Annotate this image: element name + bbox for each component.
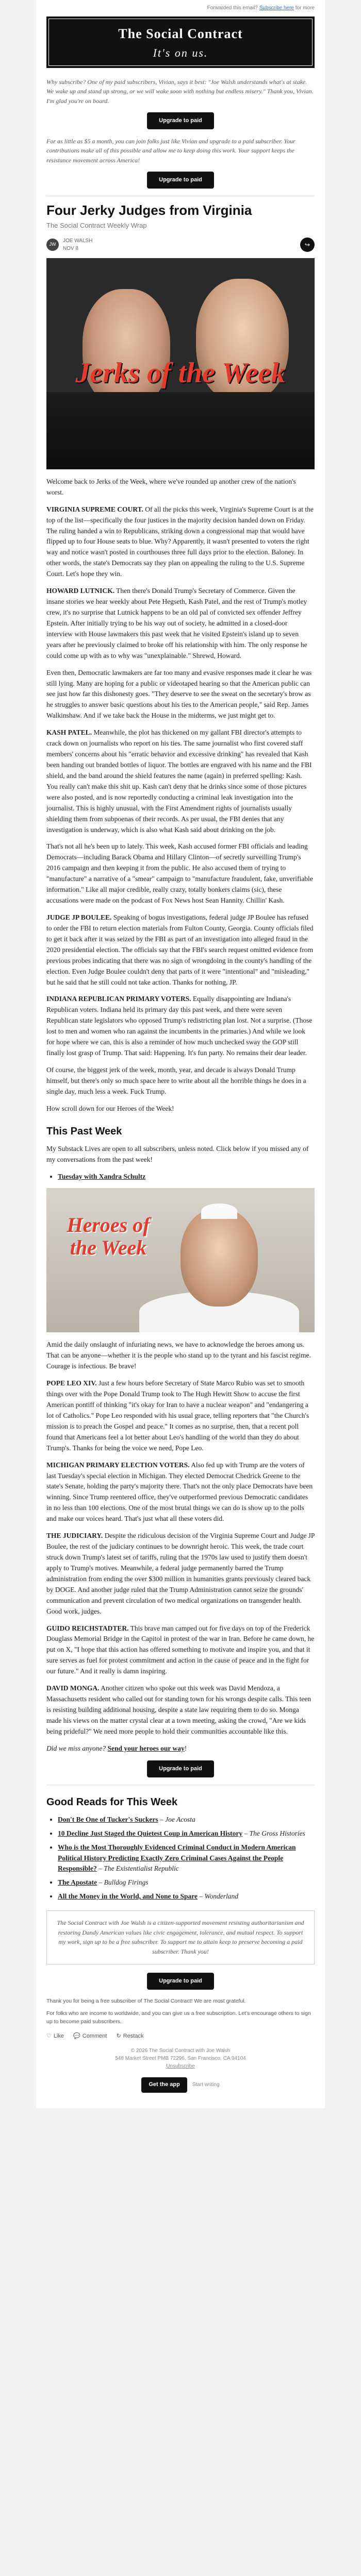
list-item[interactable]: • 10 Decline Just Staged the Quietest Coup in American History – The Gross Histories xyxy=(58,1828,315,1839)
miss-anyone-post: ! xyxy=(184,1744,187,1752)
para-indiana xyxy=(46,994,315,1059)
para-virginia xyxy=(46,504,315,580)
email-page xyxy=(36,0,325,2108)
good-reads-list xyxy=(58,1815,315,1902)
hero-caption-jerks: Jerks of the Week xyxy=(75,357,286,389)
copyright: © 2026 The Social Contract with Joe Walsh xyxy=(130,2048,231,2054)
intro-2: For as little as $5 a month, you can join folks just like Vivian and upgrade to a paid subscriber. Your contributions make all of this possible and allow me to keep doing this work. Your support keeps the resistance movement across America! xyxy=(46,137,296,164)
read-link[interactable]: The Apostate xyxy=(58,1878,97,1887)
read-link[interactable]: Who is the Most Thoroughly Evidenced Criminal Conduct in Modern American Political History Predicting Exactly Zero Criminal Cases Against the People Responsible? xyxy=(58,1843,296,1873)
para-welcome: Welcome back to Jerks of the Week, where we've rounded up another crew of the nation's worst. xyxy=(46,477,296,496)
app-bar xyxy=(46,2077,315,2092)
comment-button[interactable] xyxy=(73,2032,107,2041)
para-pope xyxy=(46,1378,315,1453)
upgrade-button-bottom[interactable]: Upgrade to paid xyxy=(147,1973,214,1990)
para-miss-anyone xyxy=(46,1743,315,1754)
label-pope: POPE LEO XIV. xyxy=(46,1379,97,1387)
text-guido: This brave man camped out for five days on top of the Frederick Douglass Memorial Bridge in the Capitol in protest of the war in Iran. Before he came down, he put on X, "I hope that this action has offered something to motivate and inspire you, and that it sure serves as fuel for protest commitment and action in the cause of peace and in the fight for our future." And it really is damn inspiring. xyxy=(46,1624,315,1675)
restack-label: Restack xyxy=(123,2033,144,2040)
read-source: Wonderland xyxy=(204,1892,239,1901)
this-week-heading: This Past Week xyxy=(46,1125,122,1137)
text-lutnick: Then there's Donald Trump's Secretary of Commerce. Given the insane stories we hear weekly about Pete Hegseth, Kash Patel, and the rest of Trump's motley crew, it's no surprise that Lutnick happens to be an old pal of convicted sex offender Jeffrey Epstein. After initially trying to be his way out of society, he admitted in a closed-door interview with House lawmakers this past week that he visited Epstein's island up to seven years after he previously claimed to broke off his relationship with him. The only response he could come up with as to why was "unexplainable." Shrewd, Howard. xyxy=(46,587,307,659)
para-judiciary xyxy=(46,1531,315,1617)
list-item[interactable]: • All the Money in the World, and None to Spare – Wonderland xyxy=(58,1891,315,1902)
author-row xyxy=(46,237,315,253)
label-michigan: MICHIGAN PRIMARY ELECTION VOTERS. xyxy=(46,1461,190,1469)
good-reads-heading: Good Reads for This Week xyxy=(46,1796,178,1808)
label-indiana: INDIANA REPUBLICAN PRIMARY VOTERS. xyxy=(46,995,191,1003)
pope-portrait xyxy=(180,1209,258,1307)
list-item[interactable]: • Don't Be One of Tucker's Suckers – Joe Acosta xyxy=(58,1815,315,1825)
read-link[interactable]: All the Money in the World, and None to Spare xyxy=(58,1892,198,1901)
para-michigan xyxy=(46,1460,315,1525)
forward-notice xyxy=(46,4,315,12)
label-monga: DAVID MONGA. xyxy=(46,1684,100,1692)
para-guido xyxy=(46,1623,315,1677)
restack-icon: ↻ xyxy=(116,2033,121,2040)
live-list xyxy=(58,1172,315,1182)
read-source: Bulldog Firings xyxy=(104,1878,149,1887)
post-title[interactable]: Four Jerky Judges from Virginia xyxy=(46,202,252,218)
intro-1: Why subscribe? One of my paid subscribers, Vivian, says it best: "Joe Walsh understands what's at stake. We wake up and stand up strong, or we will wake soon with nothing but endless misery." Thank you, Vivian. I'm glad you're on board. xyxy=(46,78,314,105)
label-lutnick: HOWARD LUTNICK. xyxy=(46,587,115,595)
author-avatar[interactable]: JW xyxy=(46,239,59,251)
label-virginia: VIRGINIA SUPREME COURT. xyxy=(46,505,143,513)
text-pope: Just a few hours before Secretary of State Marco Rubio was set to smooth things over with the Pope Donald Trump took to The Hugh Hewitt Show to accuse the first American pontiff of thinking "it's okay for Iran to have a nuclear weapon" and "endangering a lot of Catholics." Pope Leo responded with his usual grace, telling reporters that "the Church's mission is to preach the Gospel and peace." It comes as no surprise, then, that a recent poll found that Americans feel a lot better about Leo's handling of the world than they do about Trump's. Thanks for being the voice we need, Pope Leo. xyxy=(46,1379,309,1452)
read-source: The Gross Histories xyxy=(249,1829,305,1837)
closing-thanks: Thank you for being a free subscriber of The Social Contract! We are most grateful. xyxy=(46,1997,246,2004)
text-boulee: Speaking of bogus investigations, federal judge JP Boulee has refused to order the FBI to return election materials from Fulton County, Georgia. County officials filed to get it back after it was seized by the FBI as part of an investigation into alleged fraud in the 2020 presidential election. The officials say that the FBI's search request omitted evidence from previous probes indicating that there was no sign of wrongdoing in the county's handling of the election. Even Judge Boulee couldn't deny that parts of it were "intentional" and "misleading," but he said that he still could not take action. Thanks for nothing, JP. xyxy=(46,913,314,986)
list-item[interactable]: • The Apostate – Bulldog Firings xyxy=(58,1877,315,1888)
label-judiciary: THE JUDICIARY. xyxy=(46,1532,103,1540)
para-lutnick-2: Even then, Democratic lawmakers are far too many and evasive responses made it clear he was still lying. Many are hoping for a public or videotaped hearing so that the American public can see just how far this dishonesty goes. "They deserve to see the sweat on the secretary's brow as he struggles to answer basic questions about his ties to the American people," said Rep. James Walkinshaw. And if we take back the House in the midterms, we just might get to. xyxy=(46,668,312,720)
para-scroll: How scroll down for our Heroes of the Week! xyxy=(46,1104,174,1112)
comment-label: Comment xyxy=(82,2033,107,2040)
para-boulee xyxy=(46,912,315,988)
forward-text: Forwarded this email? xyxy=(207,5,258,11)
text-michigan: Also fed up with Trump are the voters of last Tuesday's special election in Michigan. They elected Democrat Chedrick Greene to the state's Senate, holding the party's majority there. That's not the only place Democrats have been winning. Since Trump reentered office, they've outperformed previous Democratic candidates in no less than 100 elections. One of the most brutal things we can do is show up to the polls and make our voices heard. That's just what all these voters did. xyxy=(46,1461,313,1523)
read-source: The Existentialist Republic xyxy=(104,1865,179,1873)
upgrade-button-top[interactable]: Upgrade to paid xyxy=(147,112,214,129)
forward-suffix: for more xyxy=(295,5,315,11)
post-actions xyxy=(46,2032,315,2041)
author-name[interactable]: JOE WALSH xyxy=(63,238,93,244)
share-icon[interactable]: ↪ xyxy=(300,238,315,252)
label-guido: GUIDO REICHSTADTER. xyxy=(46,1624,129,1632)
masthead[interactable] xyxy=(46,16,315,68)
upgrade-button-intro[interactable]: Upgrade to paid xyxy=(147,172,214,189)
address: 548 Market Street PMB 72296, San Francisco, CA 94104 xyxy=(115,2056,246,2062)
read-source: Joe Acosta xyxy=(165,1815,195,1823)
live-link[interactable]: Tuesday with Xandra Schultz xyxy=(58,1172,146,1180)
support-box: The Social Contract with Joe Walsh is a citizen-supported movement resisting authoritarianism and restoring Dandy American values like civic engagement, tolerance, and mutual respect. To support my work, sign up to be a free subscriber. To support me to attain keep to preserve becoming a paid subscriber. Thank you! xyxy=(46,1910,315,1964)
hero-caption-heroes: Heroes of the Week xyxy=(67,1213,150,1260)
get-app-button[interactable]: Get the app xyxy=(141,2077,187,2092)
subscribe-link[interactable]: Subscribe here xyxy=(259,5,294,11)
post-date: NOV 8 xyxy=(63,246,79,252)
start-writing-link[interactable]: Start writing xyxy=(192,2082,220,2088)
heart-icon: ♡ xyxy=(46,2033,52,2040)
list-item[interactable]: • Who is the Most Thoroughly Evidenced Criminal Conduct in Modern American Political History Predicting Exactly Zero Criminal Cases Against the People Responsible? – The Existentialist Republic xyxy=(58,1842,315,1875)
para-patel xyxy=(46,727,315,835)
restack-button[interactable] xyxy=(116,2032,143,2041)
para-lutnick xyxy=(46,586,315,661)
post-subtitle: The Social Contract Weekly Wrap xyxy=(46,221,147,229)
label-patel: KASH PATEL. xyxy=(46,728,92,737)
para-patel-2: That's not all he's been up to lately. This week, Kash accused former FBI officials and leading Democrats—including Barack Obama and Hillary Clinton—of secretly surveilling Trump's 2016 campaign and then keeping it from the public. He also accused them of trying to "manufacture" a narrative of a "smear" campaign to "manufacture fraudulent, fake, unverifiable information." Like all major credible, really crazy, totally bonkers claims (sic), these accusations were made on the podcast of Fox News host Sean Hannity. Chillin' Kash. xyxy=(46,842,313,905)
robes xyxy=(46,392,315,469)
legal-footer xyxy=(46,2047,315,2070)
send-heroes-link[interactable]: Send your heroes our way xyxy=(107,1744,185,1752)
label-boulee: JUDGE JP BOULEE. xyxy=(46,913,112,921)
this-week-text: My Substack Lives are open to all subscribers, unless noted. Click below if you missed any of my conversations from the past week! xyxy=(46,1144,309,1163)
like-button[interactable] xyxy=(46,2032,64,2041)
pope-cap xyxy=(201,1204,237,1219)
text-judiciary: Despite the ridiculous decision of the Virginia Supreme Court and Judge JP Boulee, the rest of the judiciary continues to be downright heroic. This week, the trade court struck down Trump's latest set of tariffs, ruling that the 1970s law used to justify them doesn't apply to Trump's motives. Meanwhile, a federal judge permanently barred the Trump administration from ending the over $300 million in humanities grants previously cleared back by DOGE. And another judge ruled that the Trump Administration cannot seize the grounds' communication and prevent circulation of two medical organizations on transgender health. Good work, judges. xyxy=(46,1532,315,1615)
upgrade-button-mid[interactable]: Upgrade to paid xyxy=(147,1760,214,1777)
read-link[interactable]: Don't Be One of Tucker's Suckers xyxy=(58,1815,158,1823)
hero-image-heroes[interactable] xyxy=(46,1188,315,1332)
like-label: Like xyxy=(53,2033,64,2040)
list-item[interactable] xyxy=(58,1172,315,1182)
para-trump: Of course, the biggest jerk of the week, month, year, and decade is always Donald Trump himself, but there's only so much space here to write about all the horrible things he does in a single day, much less a week. Fuck Trump. xyxy=(46,1065,306,1095)
read-link[interactable]: 10 Decline Just Staged the Quietest Coup in American History xyxy=(58,1829,243,1837)
text-monga: Another citizen who spoke out this week was David Mendoza, a Massachusetts resident who called out for standing town for his wrongs despite calls. This teen is resisting building additional housing, despite a state law requiring them to do so. Monga made his views on the matter crystal clear at a town meeting, asking the crowd, "Are we kids being prideful?" We need more people to hold their communities accountable like this. xyxy=(46,1684,311,1735)
text-indiana: Equally disappointing are Indiana's Republican voters. Indiana held its primary day this past week, and there were seven Republican state legislators who opposed Trump's redistricting plan lost. Not a surprise. (Those lost to men and women who ran against the incumbents in the primaries.) And while we look for hope where we can, this is also a reminder of how much unchecked sway the GOP still finally lost grasp of Trump. That said: Happening. It's fun party. No remains their dear leader. xyxy=(46,995,313,1057)
text-patel: Meanwhile, the plot has thickened on my gallant FBI director's attempts to crack down on journalists who report on his ties. The same journalist who first covered staff members' concerns about his "erratic behavior and excessive drinking" has revealed that Kash been handing out branded bottles of liquor. The bottles are engraved with his name and the FBI shield, and the band around the shield features the name (again) in preferred spelling: Kash. You really can't make this shit up. Kash can't deny that he drinks since some of those pictures were also posted, and is now reportedly conducting a criminal leak investigation into the journalist. This is highly unusual, with the First Amendment rights of journalists usually shielding them from subpoenas of their records. As per usual, the FBI denies that any investigation is underway, which is also what Kash said about drinking on the job. xyxy=(46,728,312,834)
comment-icon: 💬 xyxy=(73,2033,80,2040)
closing-note: For folks who are income to worldwide, and you can give us a free subscription. Let's encourage others to sign up to become paid subscribers. xyxy=(46,2010,311,2025)
para-monga xyxy=(46,1683,315,1737)
hero-image-jerks[interactable] xyxy=(46,258,315,469)
unsubscribe-link[interactable]: Unsubscribe xyxy=(166,2063,195,2070)
para-heroes-intro: Amid the daily onslaught of infuriating news, we have to acknowledge the heroes among us. That can be anyone—whether it is the people who stand up to the tyrant and his fascist regime. Courage is infectious. Be brave! xyxy=(46,1341,311,1370)
miss-anyone-text: Did we miss anyone? xyxy=(46,1744,106,1752)
masthead-name: The Social Contract xyxy=(118,26,243,41)
masthead-tagline: It's on us. xyxy=(153,46,208,59)
text-virginia: Of all the picks this week, Virginia's Supreme Court is at the top of the list—specifically the four justices in the majority decision handed down on Friday. The ruling handed a win to Republicans, striking down a congressional map that would have flipped up to four House seats to blue. Why? Apparently, it wasn't presented to voters the right way and notice wasn't posted in courthouses three full days prior to the election. Baloney. In other words, the state's Democrats say they plan on appealing the ruling to the U.S. Supreme Court. Let's hope they win. xyxy=(46,505,314,578)
